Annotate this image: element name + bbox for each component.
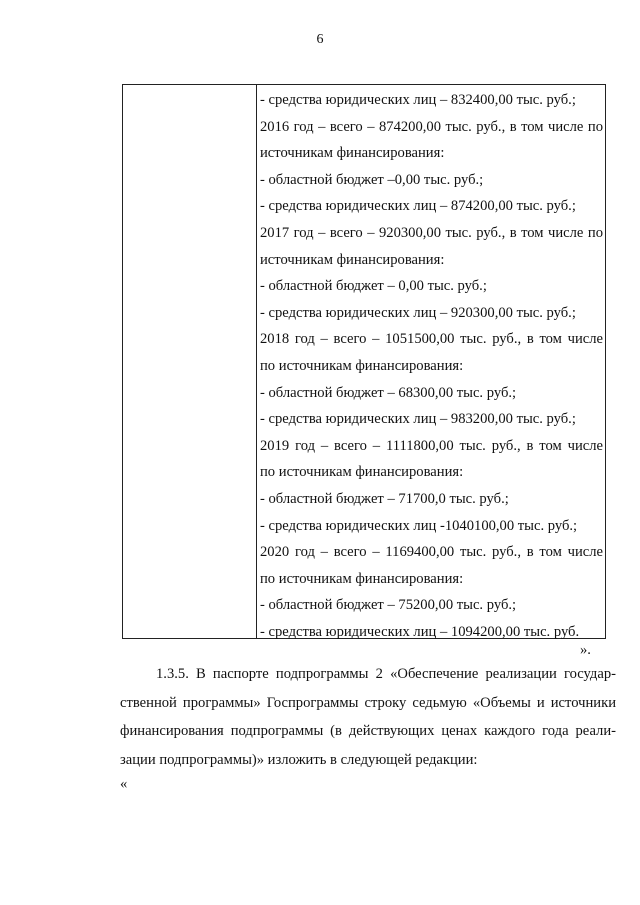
table-line: - областной бюджет – 75200,00 тыс. руб.; — [260, 597, 517, 614]
table-line: источникам финансирования: — [260, 251, 445, 268]
table-line: источникам финансирования: — [260, 145, 445, 162]
table-line: 2016 год – всего – 874200,00 тыс. руб., в том числе по — [260, 118, 603, 135]
table-line: - областной бюджет – 0,00 тыс. руб.; — [260, 278, 487, 295]
table-line: - средства юридических лиц – 983200,00 тыс. руб.; — [260, 411, 576, 428]
table-line: 2018 год – всего – 1051500,00 тыс. руб., в том числе — [260, 331, 603, 348]
opening-quote: « — [120, 776, 128, 792]
table-line: - средства юридических лиц – 832400,00 тыс. руб.; — [260, 92, 576, 108]
table-line: - средства юридических лиц – 1094200,00 тыс. руб. — [260, 623, 580, 640]
table-line: - областной бюджет – 68300,00 тыс. руб.; — [260, 384, 517, 401]
paragraph-line: ственной программы» Госпрограммы строку седьмую «Объемы и источники — [120, 694, 616, 711]
table-left-cell — [123, 85, 257, 638]
paragraph-line: финансирования подпрограммы (в действующих ценах каждого года реали- — [120, 723, 616, 739]
table-line: - средства юридических лиц -1040100,00 тыс. руб.; — [260, 517, 578, 534]
table-line: - средства юридических лиц – 920300,00 тыс. руб.; — [260, 304, 576, 321]
table-line: по источникам финансирования: — [260, 357, 464, 374]
page-number: 6 — [316, 32, 324, 47]
paragraph-line: зации подпрограммы)» изложить в следующей редакции: — [120, 751, 478, 768]
table-line: - областной бюджет – 71700,0 тыс. руб.; — [260, 490, 509, 507]
table-line: - областной бюджет –0,00 тыс. руб.; — [260, 171, 484, 188]
financing-table — [122, 84, 606, 639]
table-line: 2017 год – всего – 920300,00 тыс. руб., в том числе по — [260, 224, 603, 241]
table-line: по источникам финансирования: — [260, 570, 464, 587]
closing-quote: ». — [580, 642, 591, 658]
table-line: 2020 год – всего – 1169400,00 тыс. руб., в том числе — [260, 544, 603, 561]
paragraph-line: 1.3.5. В паспорте подпрограммы 2 «Обеспечение реализации государ- — [156, 666, 616, 682]
table-line: 2019 год – всего – 1111800,00 тыс. руб., в том числе — [260, 437, 603, 454]
amendment-paragraph — [120, 660, 616, 774]
table-line: - средства юридических лиц – 874200,00 тыс. руб.; — [260, 198, 576, 215]
table-right-cell — [257, 85, 605, 638]
table-line: по источникам финансирования: — [260, 464, 464, 481]
